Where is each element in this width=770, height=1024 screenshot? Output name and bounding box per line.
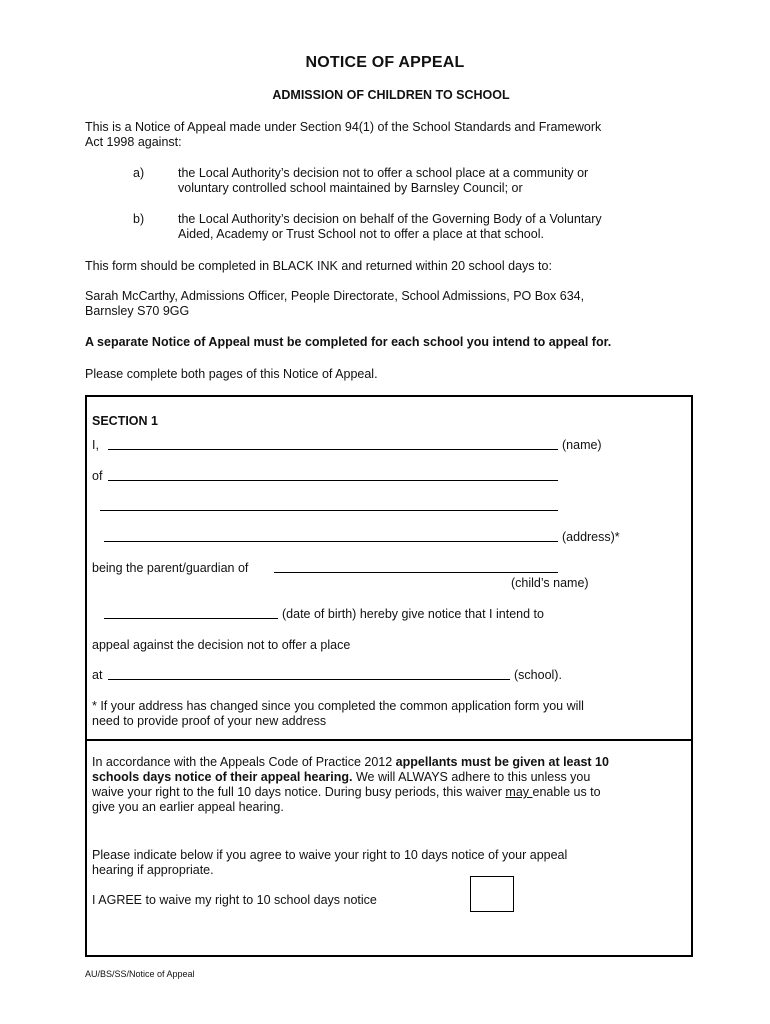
complete-both-pages: Please complete both pages of this Notice of Appeal.	[85, 367, 378, 381]
address-field-3[interactable]	[104, 529, 558, 542]
item-b-line-1: the Local Authority’s decision on behalf of the Governing Body of a Voluntary	[178, 212, 602, 226]
address-field-1[interactable]	[108, 468, 558, 481]
item-a-line-2: voluntary controlled school maintained by Barnsley Council; or	[178, 181, 523, 195]
child-name-label: (child’s name)	[511, 576, 589, 590]
address-label: (address)*	[562, 530, 620, 544]
waiver-text-3a: waive your right to the full 10 days notice. During busy periods, this waiver	[92, 785, 506, 799]
waiver-paragraph-line-1	[92, 754, 609, 770]
separate-notice-warning: A separate Notice of Appeal must be completed for each school you intend to appeal for.	[85, 335, 612, 349]
i-label: I,	[92, 438, 99, 452]
intro-line-2: Act 1998 against:	[85, 135, 182, 149]
indicate-line-1: Please indicate below if you agree to waive your right to 10 days notice of your appeal	[92, 848, 568, 862]
school-field[interactable]	[108, 667, 510, 680]
parent-guardian-label: being the parent/guardian of	[92, 561, 249, 575]
appeal-text: appeal against the decision not to offer a place	[92, 638, 351, 652]
page-title: NOTICE OF APPEAL	[305, 54, 465, 71]
intro-line-1: This is a Notice of Appeal made under Section 94(1) of the School Standards and Framework	[85, 120, 602, 134]
item-a-line-1: the Local Authority’s decision not to offer a school place at a community or	[178, 166, 589, 180]
waiver-bold-2: schools days notice of their appeal hearing.	[92, 770, 353, 784]
return-note: This form should be completed in BLACK INK and returned within 20 school days to:	[85, 259, 552, 273]
address-field-2[interactable]	[100, 498, 558, 511]
waiver-paragraph-line-2	[92, 769, 590, 785]
item-b-line-2: Aided, Academy or Trust School not to offer a place at that school.	[178, 227, 544, 241]
address-line-2: Barnsley S70 9GG	[85, 304, 190, 318]
item-a-label: a)	[133, 166, 145, 180]
page-subtitle: ADMISSION OF CHILDREN TO SCHOOL	[272, 88, 510, 102]
date-of-birth-label: (date of birth) hereby give notice that I intend to	[282, 607, 544, 621]
of-label: of	[92, 469, 103, 483]
waiver-bold-1: appellants must be given at least 10	[395, 755, 609, 769]
address-change-note-line-1: * If your address has changed since you completed the common application form you will	[92, 699, 584, 713]
waiver-text-1: In accordance with the Appeals Code of Practice 2012	[92, 755, 396, 769]
waiver-paragraph-line-4: give you an earlier appeal hearing.	[92, 800, 284, 814]
waiver-paragraph-line-3	[92, 784, 601, 800]
address-change-note-line-2: need to provide proof of your new address	[92, 714, 327, 728]
waiver-text-3b: enable us to	[532, 785, 601, 799]
school-label: (school).	[514, 668, 562, 682]
name-field[interactable]	[108, 437, 558, 450]
footer-reference: AU/BS/SS/Notice of Appeal	[85, 969, 195, 979]
date-of-birth-field[interactable]	[104, 606, 278, 619]
waiver-text-2: We will ALWAYS adhere to this unless you	[352, 770, 591, 784]
waiver-may: may	[505, 785, 533, 799]
item-b-label: b)	[133, 212, 145, 226]
indicate-line-2: hearing if appropriate.	[92, 863, 214, 877]
agree-label: I AGREE to waive my right to 10 school days notice	[92, 893, 377, 907]
name-label: (name)	[562, 438, 602, 452]
at-label: at	[92, 668, 103, 682]
child-name-field[interactable]	[274, 560, 558, 573]
section-1-heading: SECTION 1	[92, 414, 158, 428]
agree-waiver-checkbox[interactable]	[470, 876, 514, 912]
address-line-1: Sarah McCarthy, Admissions Officer, People Directorate, School Admissions, PO Box 634,	[85, 289, 585, 303]
